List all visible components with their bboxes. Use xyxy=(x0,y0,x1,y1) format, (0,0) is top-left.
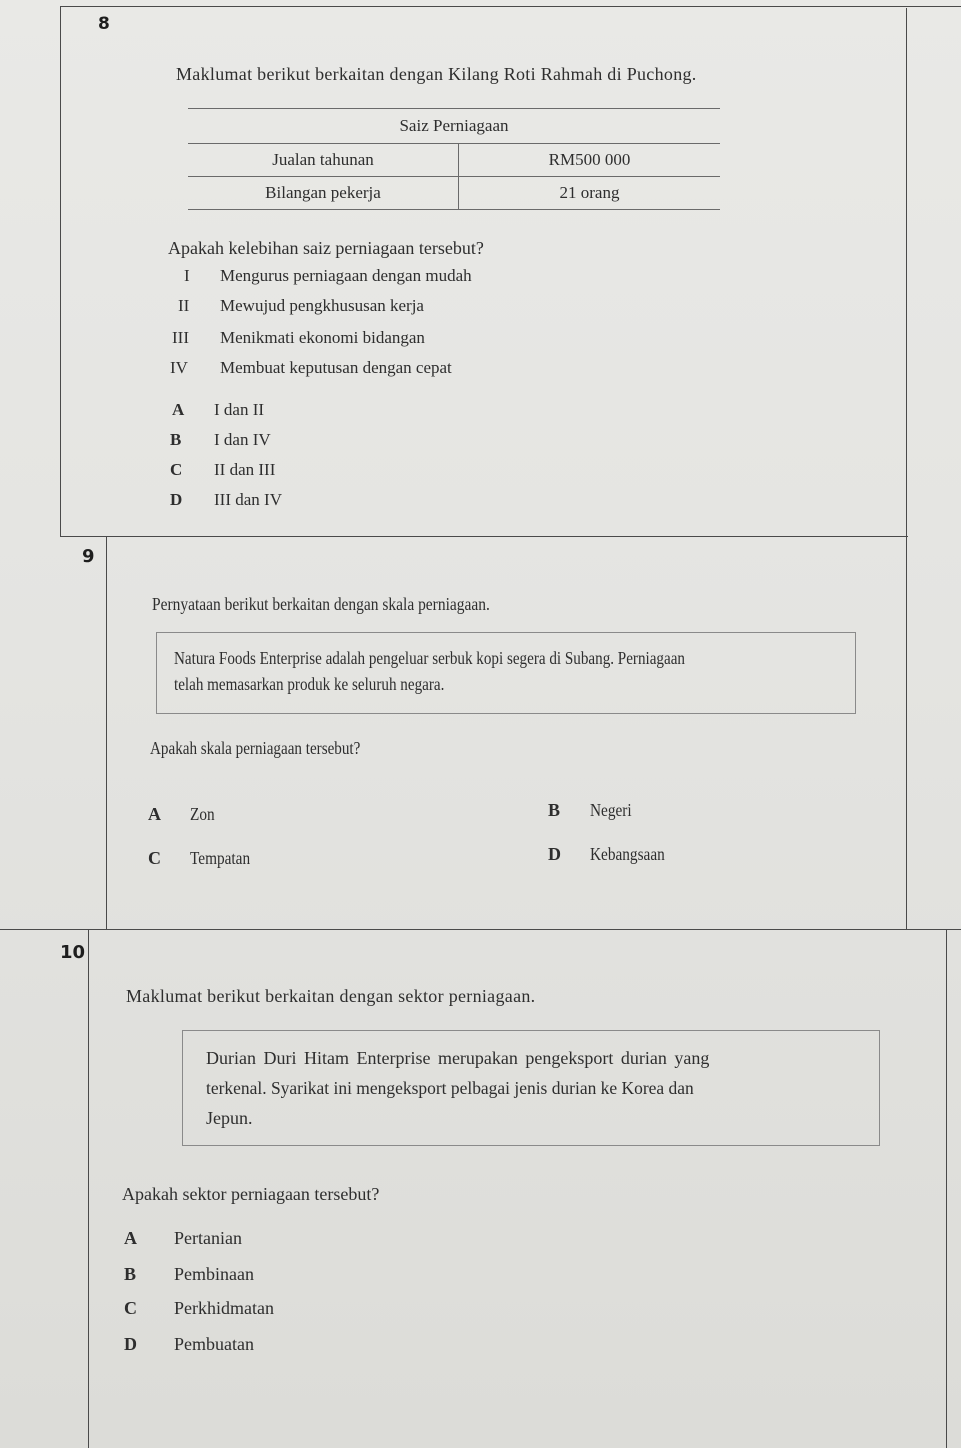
q10-option-letter-d: D xyxy=(124,1334,137,1354)
q8-option-letter-b: B xyxy=(170,430,182,449)
q8-option-letter-d: D xyxy=(170,490,183,509)
table-header: Saiz Perniagaan xyxy=(188,109,720,144)
q10-option-text-c: Perkhidmatan xyxy=(174,1298,274,1318)
q10-option-letter-c: C xyxy=(124,1298,137,1318)
q9-question: Apakah skala perniagaan tersebut? xyxy=(150,738,361,758)
q9-option-letter-a: A xyxy=(148,804,161,824)
question-number-9: 9 xyxy=(82,546,95,567)
q9-passage-line-2: telah memasarkan produk ke seluruh negara. xyxy=(174,674,445,694)
table-row-label-workers: Bilangan pekerja xyxy=(188,177,459,210)
statement-num-4: IV xyxy=(170,358,188,377)
q10-passage-line-2: terkenal. Syarikat ini mengeksport pelbagai jenis durian ke Korea dan xyxy=(206,1078,694,1098)
table-row-label-sales: Jualan tahunan xyxy=(188,144,459,177)
q10-option-text-d: Pembuatan xyxy=(174,1334,254,1354)
q8-option-letter-c: C xyxy=(170,460,183,479)
right-margin-line xyxy=(906,8,907,930)
statement-num-2: II xyxy=(178,296,190,315)
business-size-table xyxy=(188,108,720,210)
q9-option-text-a: Zon xyxy=(190,804,215,824)
statement-text-3: Menikmati ekonomi bidangan xyxy=(220,328,425,347)
q10-option-text-a: Pertanian xyxy=(174,1228,242,1248)
q10-option-text-b: Pembinaan xyxy=(174,1264,254,1284)
q8-intro: Maklumat berikut berkaitan dengan Kilang Roti Rahmah di Puchong. xyxy=(176,64,697,84)
q9-passage-line-1: Natura Foods Enterprise adalah pengeluar serbuk kopi segera di Subang. Perniagaan xyxy=(174,648,685,668)
q10-option-letter-b: B xyxy=(124,1264,137,1284)
q10-intro: Maklumat berikut berkaitan dengan sektor perniagaan. xyxy=(126,986,536,1006)
question-number-10: 10 xyxy=(60,942,86,963)
statement-text-1: Mengurus perniagaan dengan mudah xyxy=(220,266,472,285)
q8-option-letter-a: A xyxy=(172,400,185,419)
table-row-value-sales: RM500 000 xyxy=(459,144,721,177)
q9-passage-box xyxy=(156,632,856,714)
q8-option-text-d: III dan IV xyxy=(214,490,282,509)
q9-intro: Pernyataan berikut berkaitan dengan skala perniagaan. xyxy=(152,594,490,614)
q9-option-text-c: Tempatan xyxy=(190,848,251,868)
question-number-8: 8 xyxy=(98,14,110,34)
divider-q9-q10 xyxy=(0,929,961,930)
table-row-value-workers: 21 orang xyxy=(459,177,721,210)
left-margin-line-q10 xyxy=(88,930,89,1448)
left-margin-line-q8 xyxy=(60,6,61,536)
q8-option-text-c: II dan III xyxy=(214,460,276,479)
left-margin-line-q9 xyxy=(106,537,107,929)
q9-option-text-b: Negeri xyxy=(590,800,632,820)
q10-passage-line-3: Jepun. xyxy=(206,1108,253,1128)
q10-question: Apakah sektor perniagaan tersebut? xyxy=(122,1184,380,1204)
q8-question: Apakah kelebihan saiz perniagaan tersebut? xyxy=(168,238,484,258)
q9-option-letter-b: B xyxy=(548,800,561,820)
top-rule xyxy=(60,6,961,7)
statement-text-4: Membuat keputusan dengan cepat xyxy=(220,358,452,377)
q9-option-letter-d: D xyxy=(548,844,561,864)
right-margin-line-q10 xyxy=(946,930,947,1448)
q10-option-letter-a: A xyxy=(124,1228,137,1248)
divider-q8-q9 xyxy=(60,536,908,537)
q8-option-text-a: I dan II xyxy=(214,400,265,419)
statement-num-1: I xyxy=(184,266,190,285)
statement-num-3: III xyxy=(172,328,189,347)
statement-text-2: Mewujud pengkhususan kerja xyxy=(220,296,424,315)
q10-passage-line-1: Durian Duri Hitam Enterprise merupakan pengeksport durian yang xyxy=(206,1048,710,1068)
q9-option-text-d: Kebangsaan xyxy=(590,844,665,864)
q8-option-text-b: I dan IV xyxy=(214,430,271,449)
q9-option-letter-c: C xyxy=(148,848,161,868)
